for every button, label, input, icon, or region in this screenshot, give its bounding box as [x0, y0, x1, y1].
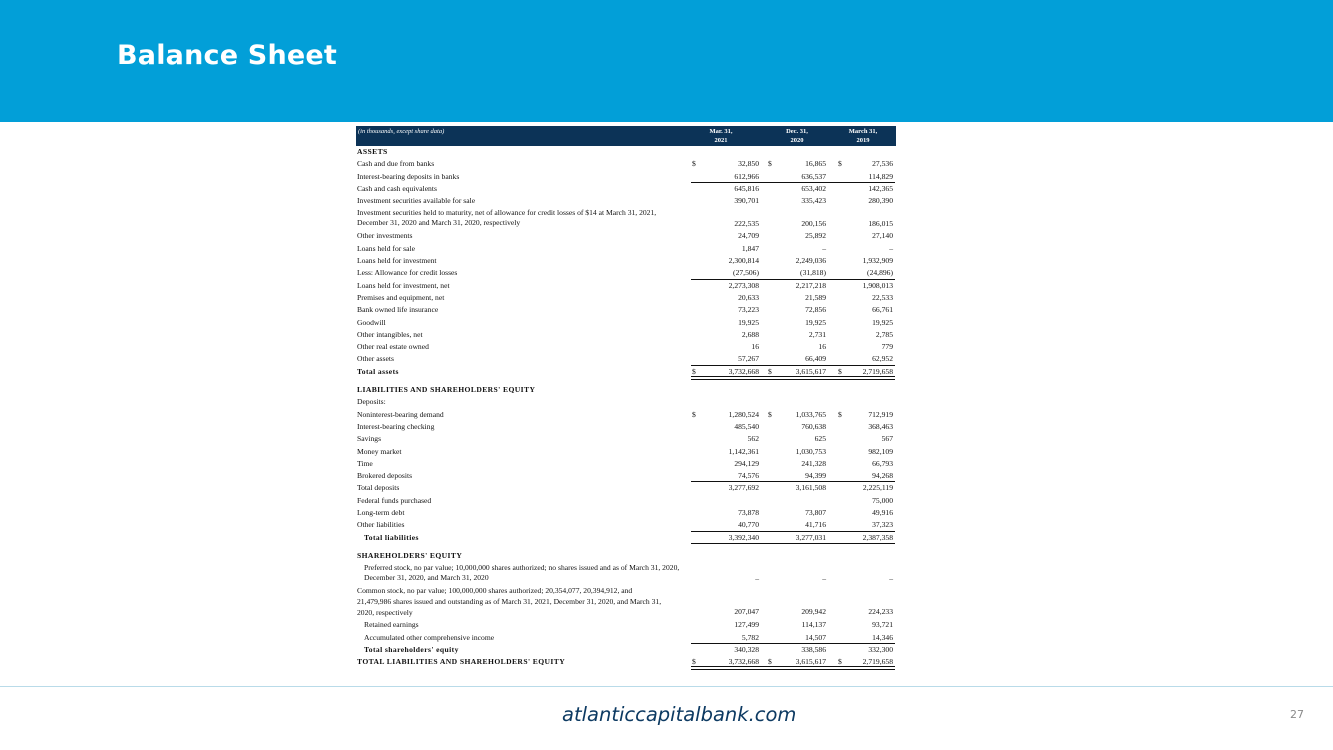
dollar-sign: $	[768, 366, 772, 376]
cell-value: 41,716	[805, 520, 826, 530]
cell-value: 1,030,753	[795, 446, 826, 456]
header-banner	[0, 0, 1333, 122]
table-row	[356, 317, 896, 329]
table-row	[356, 656, 896, 668]
cell-value: 20,633	[738, 292, 759, 302]
table-row	[356, 562, 896, 585]
cell-value: 760,638	[801, 421, 826, 431]
cell-value: 200,156	[801, 219, 826, 229]
cell-value: 332,300	[868, 644, 893, 654]
cell-value: 625	[814, 434, 826, 444]
row-label: SHAREHOLDERS' EQUITY	[357, 550, 463, 560]
row-label: Savings	[357, 434, 382, 444]
cell-value: 66,793	[872, 458, 893, 468]
row-label: Loans held for investment	[357, 256, 437, 266]
row-label: Bank owned life insurance	[357, 305, 439, 315]
table-row	[356, 195, 896, 207]
row-label: Total assets	[357, 366, 399, 376]
cell-value: 142,365	[868, 183, 893, 193]
row-label: Less: Allowance for credit losses	[357, 268, 458, 278]
cell-value: 3,732,668	[728, 657, 759, 667]
row-label: Deposits:	[357, 397, 386, 407]
cell-value: 94,399	[805, 471, 826, 481]
cell-value: 645,816	[734, 183, 759, 193]
table-body	[356, 146, 896, 668]
row-label: TOTAL LIABILITIES AND SHAREHOLDERS' EQUITY	[357, 657, 566, 667]
cell-value: 2,300,814	[728, 256, 759, 266]
footer-divider	[0, 686, 1333, 687]
table-row	[356, 267, 896, 279]
row-label: Investment securities available for sale	[357, 196, 476, 206]
dollar-sign: $	[692, 409, 696, 419]
cell-value: 114,137	[801, 620, 826, 630]
cell-value: 712,919	[868, 409, 893, 419]
cell-value: 186,015	[868, 219, 893, 229]
subtotal-rule	[825, 543, 895, 544]
cell-value: –	[889, 243, 893, 253]
row-label: Interest-bearing deposits in banks	[357, 171, 460, 181]
column-header-line1: Dec. 31,	[786, 128, 808, 135]
table-row	[356, 230, 896, 242]
cell-value: 3,615,617	[795, 657, 826, 667]
table-row	[356, 243, 896, 255]
cell-value: 2,731	[808, 329, 826, 339]
cell-value: 73,223	[738, 305, 759, 315]
dollar-sign: $	[692, 366, 696, 376]
table-row	[356, 384, 896, 396]
row-label: Cash and cash equivalents	[357, 183, 437, 193]
cell-value: –	[822, 243, 826, 253]
column-header-dec-2020	[762, 127, 832, 145]
cell-value: 779	[881, 342, 893, 352]
row-label: LIABILITIES AND SHAREHOLDERS' EQUITY	[357, 385, 536, 395]
page-number: 27	[1290, 708, 1304, 721]
cell-value: 340,328	[734, 644, 759, 654]
row-label: Noninterest-bearing demand	[357, 409, 444, 419]
dollar-sign: $	[838, 366, 842, 376]
cell-value: 14,507	[805, 632, 826, 642]
cell-value: –	[889, 574, 893, 584]
dollar-sign: $	[768, 657, 772, 667]
cell-value: 2,249,036	[795, 256, 826, 266]
total-rule	[825, 376, 895, 377]
cell-value: 1,847	[741, 243, 759, 253]
column-header-line2: 2019	[856, 137, 870, 144]
cell-value: (27,506)	[733, 268, 759, 278]
total-rule	[758, 666, 828, 667]
row-label: Interest-bearing checking	[357, 421, 435, 431]
dollar-sign: $	[768, 159, 772, 169]
dollar-sign: $	[768, 409, 772, 419]
cell-value: 24,709	[738, 231, 759, 241]
cell-value: 3,277,031	[795, 532, 826, 542]
column-header-mar-2021	[686, 127, 756, 145]
row-label: Other assets	[357, 354, 394, 364]
table-row	[356, 409, 896, 421]
cell-value: 16	[818, 342, 826, 352]
cell-value: 14,346	[872, 632, 893, 642]
cell-value: 562	[747, 434, 759, 444]
cell-value: 338,586	[801, 644, 826, 654]
cell-value: 75,000	[872, 495, 893, 505]
total-rule	[825, 666, 895, 667]
table-row	[356, 550, 896, 562]
cell-value: 1,142,361	[728, 446, 759, 456]
row-label: Total deposits	[357, 483, 400, 493]
dollar-sign: $	[838, 657, 842, 667]
table-row	[356, 329, 896, 341]
column-header-line1: Mar. 31,	[709, 128, 733, 135]
row-label: Retained earnings	[364, 620, 419, 630]
total-rule	[691, 376, 761, 377]
cell-value: 94,268	[872, 471, 893, 481]
cell-value: (24,896)	[867, 268, 893, 278]
cell-value: –	[822, 574, 826, 584]
cell-value: 368,463	[868, 421, 893, 431]
table-row	[356, 280, 896, 292]
table-row	[356, 366, 896, 378]
cell-value: 224,233	[868, 607, 893, 617]
cell-value: 37,323	[872, 520, 893, 530]
cell-value: 2,225,119	[862, 483, 893, 493]
table-row	[356, 146, 896, 158]
cell-value: 3,615,617	[795, 366, 826, 376]
row-label: Cash and due from banks	[357, 159, 435, 169]
row-label: Other investments	[357, 231, 413, 241]
column-header-line1: March 31,	[848, 128, 878, 135]
cell-value: 114,829	[868, 171, 893, 181]
table-row	[356, 519, 896, 531]
table-row	[356, 341, 896, 353]
cell-value: 222,535	[734, 219, 759, 229]
units-note: (in thousands, except share data)	[358, 128, 445, 135]
cell-value: 72,856	[805, 305, 826, 315]
row-label: Total liabilities	[364, 532, 419, 542]
cell-value: 2,719,658	[862, 366, 893, 376]
column-header-mar-2019	[828, 127, 898, 145]
row-label: Brokered deposits	[357, 471, 413, 481]
table-row	[356, 585, 896, 619]
cell-value: 16	[751, 342, 759, 352]
cell-value: 22,533	[872, 292, 893, 302]
total-rule	[825, 379, 895, 380]
cell-value: 2,217,218	[795, 280, 826, 290]
table-row	[356, 255, 896, 267]
cell-value: 66,409	[805, 354, 826, 364]
row-label: Other intangibles, net	[357, 329, 423, 339]
total-rule	[758, 669, 828, 670]
cell-value: 57,267	[738, 354, 759, 364]
cell-value: 27,536	[872, 159, 893, 169]
dollar-sign: $	[838, 159, 842, 169]
row-label: Time	[357, 458, 373, 468]
cell-value: 66,761	[872, 305, 893, 315]
cell-value: 1,033,765	[795, 409, 826, 419]
table-row	[356, 532, 896, 544]
table-row	[356, 470, 896, 482]
table-row	[356, 353, 896, 365]
total-rule	[691, 666, 761, 667]
cell-value: 3,392,340	[728, 532, 759, 542]
cell-value: 27,140	[872, 231, 893, 241]
table-row	[356, 482, 896, 494]
total-rule	[691, 379, 761, 380]
balance-sheet-table	[356, 126, 896, 668]
cell-value: 280,390	[868, 196, 893, 206]
cell-value: 25,892	[805, 231, 826, 241]
cell-value: 390,701	[734, 196, 759, 206]
cell-value: 21,589	[805, 292, 826, 302]
table-row	[356, 458, 896, 470]
cell-value: 73,807	[805, 508, 826, 518]
row-label: Federal funds purchased	[357, 495, 432, 505]
cell-value: 2,387,358	[862, 532, 893, 542]
table-row	[356, 632, 896, 644]
cell-value: 49,916	[872, 508, 893, 518]
table-header	[356, 126, 896, 146]
cell-value: 32,850	[738, 159, 759, 169]
page-title: Balance Sheet	[117, 40, 338, 71]
table-row	[356, 495, 896, 507]
cell-value: 612,966	[734, 171, 759, 181]
cell-value: 2,719,658	[862, 657, 893, 667]
row-label: Loans held for investment, net	[357, 280, 450, 290]
cell-value: 1,932,909	[862, 256, 893, 266]
table-row	[356, 292, 896, 304]
cell-value: 636,537	[801, 171, 826, 181]
table-row	[356, 507, 896, 519]
table-row	[356, 396, 896, 408]
dollar-sign: $	[692, 657, 696, 667]
table-row	[356, 183, 896, 195]
cell-value: 5,782	[741, 632, 759, 642]
cell-value: 294,129	[734, 458, 759, 468]
row-label: Premises and equipment, net	[357, 292, 445, 302]
table-row	[356, 446, 896, 458]
table-row	[356, 304, 896, 316]
cell-value: 40,770	[738, 520, 759, 530]
cell-value: 1,908,013	[862, 280, 893, 290]
row-label: Goodwill	[357, 317, 386, 327]
row-label: Long-term debt	[357, 508, 405, 518]
cell-value: 241,328	[801, 458, 826, 468]
row-label: Other liabilities	[357, 520, 405, 530]
table-row	[356, 158, 896, 170]
column-header-line2: 2021	[714, 137, 728, 144]
table-row	[356, 207, 896, 230]
total-rule	[758, 376, 828, 377]
subtotal-rule	[758, 543, 828, 544]
table-row	[356, 171, 896, 183]
cell-value: 2,688	[741, 329, 759, 339]
row-label: Investment securities held to maturity, net of allowance for credit losses of $14 at March 31, 2021, December 31, 2020 and March 31, 2020, respectively	[357, 208, 657, 228]
row-label: Total shareholders' equity	[364, 644, 459, 654]
total-rule	[691, 669, 761, 670]
dollar-sign: $	[838, 409, 842, 419]
row-label: Loans held for sale	[357, 243, 415, 253]
cell-value: (31,818)	[800, 268, 826, 278]
cell-value: 74,576	[738, 471, 759, 481]
cell-value: 2,273,308	[728, 280, 759, 290]
cell-value: 335,423	[801, 196, 826, 206]
cell-value: 19,925	[738, 317, 759, 327]
row-label: Preferred stock, no par value; 10,000,000 shares authorized; no shares issued and as of March 31, 2020, December 31, 2020, and March 31, 2020	[364, 563, 680, 583]
cell-value: 567	[881, 434, 893, 444]
row-label: ASSETS	[357, 147, 388, 156]
website-link[interactable]: atlanticcapitalbank.com	[562, 703, 797, 726]
cell-value: 127,499	[734, 620, 759, 630]
row-label: Common stock, no par value; 100,000,000 shares authorized; 20,354,077, 20,394,912, and 21,479,986 shares issued and outstanding as of March 31, 2021, December 31, 2020, and March 31, 2020, respectively	[357, 586, 662, 618]
cell-value: 73,878	[738, 508, 759, 518]
subtotal-rule	[691, 543, 761, 544]
table-row	[356, 619, 896, 631]
cell-value: 16,865	[805, 159, 826, 169]
column-header-line2: 2020	[790, 137, 804, 144]
cell-value: 19,925	[872, 317, 893, 327]
row-label: Money market	[357, 446, 402, 456]
cell-value: 93,721	[872, 620, 893, 630]
dollar-sign: $	[692, 159, 696, 169]
table-row	[356, 421, 896, 433]
total-rule	[825, 669, 895, 670]
row-label: Other real estate owned	[357, 342, 429, 352]
cell-value: 209,942	[801, 607, 826, 617]
cell-value: 2,785	[875, 329, 893, 339]
cell-value: 3,732,668	[728, 366, 759, 376]
cell-value: 982,109	[868, 446, 893, 456]
cell-value: –	[755, 574, 759, 584]
cell-value: 485,540	[734, 421, 759, 431]
table-row	[356, 644, 896, 656]
table-row	[356, 433, 896, 445]
cell-value: 19,925	[805, 317, 826, 327]
cell-value: 207,047	[734, 607, 759, 617]
cell-value: 1,280,524	[728, 409, 759, 419]
cell-value: 653,402	[801, 183, 826, 193]
cell-value: 3,161,508	[795, 483, 826, 493]
cell-value: 62,952	[872, 354, 893, 364]
total-rule	[758, 379, 828, 380]
row-label: Accumulated other comprehensive income	[364, 632, 495, 642]
cell-value: 3,277,692	[728, 483, 759, 493]
